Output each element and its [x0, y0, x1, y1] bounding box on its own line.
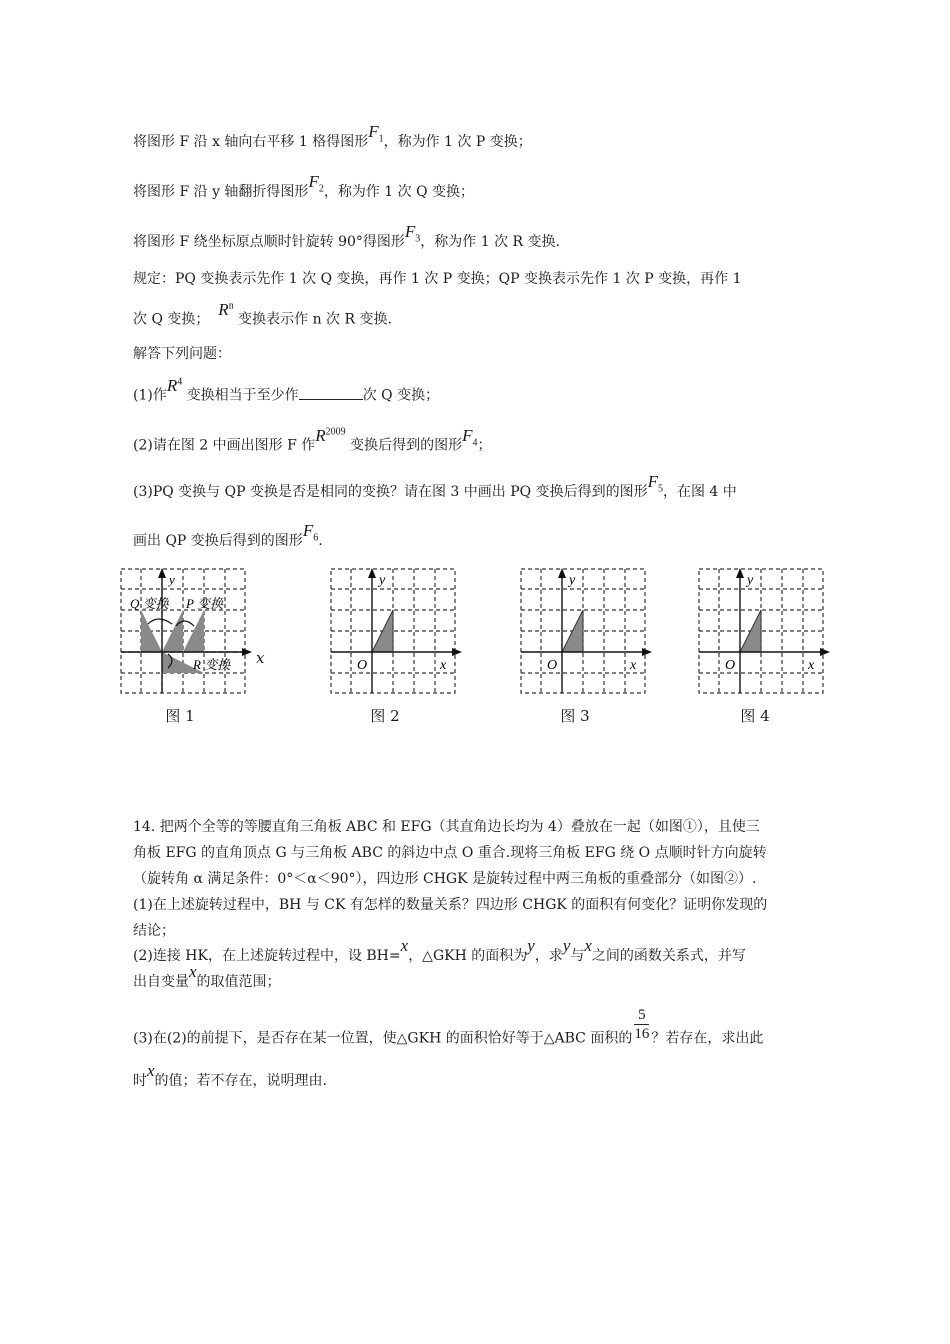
q-transform-line: [133, 172, 475, 208]
p14-question-2: [133, 936, 746, 966]
svg-text:x: x: [630, 658, 637, 673]
math-F3: $F_3$: [404, 222, 421, 245]
math-F6: $F_6$: [302, 521, 319, 544]
text: 画出 QP 变换后得到的图形: [133, 533, 303, 549]
text: ，求: [534, 948, 563, 964]
rule-line-1: 规定：PQ 变换表示先作 1 次 Q 变换，再作 1 次 P 变换；QP 变换表示先作 1 次 P 变换，再作 1: [133, 271, 742, 287]
question-3: [133, 472, 737, 508]
text: 将图形 F 沿 y 轴翻折得图形: [133, 184, 309, 200]
svg-text:Q 变换: Q 变换: [130, 596, 169, 611]
text: ，称为作 1 次 P 变换；: [383, 134, 532, 150]
math-F5: $F_5$: [647, 472, 663, 495]
svg-text:O: O: [547, 658, 558, 673]
text: 的值；若不存在，说明理由.: [154, 1073, 327, 1089]
text: .: [318, 533, 323, 549]
text: 时: [133, 1073, 147, 1089]
p14-question-2-cont: [133, 962, 281, 992]
text: 与: [570, 948, 585, 964]
text: 次 Q 变换；: [362, 387, 440, 404]
p14-line-2: 角板 EFG 的直角顶点 G 与三角板 ABC 的斜边中点 O 重合.现将三角板 EFG 绕 O 点顺时针方向旋转: [133, 845, 767, 861]
svg-text:O: O: [357, 658, 368, 673]
svg-text:y: y: [747, 573, 754, 588]
svg-text:O: O: [725, 658, 736, 673]
text: 次 Q 变换；: [133, 311, 210, 328]
fraction-5-16: $\frac{5}{16}$: [634, 1007, 650, 1042]
text: 出自变量: [133, 974, 189, 990]
text: 变换表示作 n 次 R 变换.: [238, 311, 392, 328]
question-2: [133, 425, 492, 462]
var-x: x: [189, 962, 197, 981]
math-F1: $F_1$: [368, 122, 384, 145]
text: ，称为作 1 次 Q 变换；: [323, 184, 475, 200]
text: ；: [477, 437, 492, 454]
math-R4: $R^4$: [166, 375, 183, 395]
text: (2)连接 HK，在上述旋转过程中，设 BH=: [133, 948, 401, 964]
svg-text:P 变换: P 变换: [186, 596, 223, 611]
var-x: x: [400, 936, 409, 955]
svg-text:x: x: [808, 658, 815, 673]
p14-line-1: 14. 把两个全等的等腰直角三角板 ABC 和 EFG（其直角边长均为 4）叠放在一起（如图①），且使三: [133, 819, 760, 835]
text: ，称为作 1 次 R 变换.: [420, 234, 560, 250]
text: ，在图 4 中: [662, 484, 737, 500]
var-y: y: [562, 936, 571, 955]
text: 将图形 F 沿 x 轴向右平移 1 格得图形: [133, 134, 369, 150]
svg-text:y: y: [569, 573, 576, 588]
text: ，△GKH 的面积为: [408, 948, 528, 964]
var-x: x: [584, 936, 592, 955]
figure-3: [518, 566, 658, 701]
text: 变换相当于至少作: [186, 387, 299, 404]
p14-question-3-cont: [133, 1061, 327, 1091]
p14-line-3: （旋转角 α 满足条件：0°＜α＜90°），四边形 CHGK 是旋转过程中两三角板的重叠部分（如图②）.: [133, 871, 757, 887]
question-1: [133, 375, 440, 406]
math-R2009: $R^{2009}$: [315, 425, 346, 445]
figure-1: [118, 566, 258, 701]
text: (3)在(2)的前提下，是否存在某一位置，使△GKH 的面积恰好等于△ABC 面积的: [133, 1030, 633, 1047]
math-F4: $F_4$: [462, 425, 478, 449]
text: 之间的函数关系式，并写: [591, 948, 746, 964]
fig1-x-label: x: [256, 649, 265, 667]
svg-text:y: y: [379, 573, 386, 588]
p14-line-4: (1)在上述旋转过程中，BH 与 CK 有怎样的数量关系？四边形 CHGK 的面积有何变化？证明你发现的: [133, 897, 768, 913]
rule-line-2: [133, 299, 392, 330]
answer-heading: 解答下列问题：: [133, 346, 231, 362]
text: 的取值范围；: [196, 974, 281, 990]
figure-2: [328, 566, 468, 701]
var-x: x: [147, 1061, 155, 1080]
math-Rn: $R^n$: [218, 299, 234, 319]
figure-2-caption: 图 2: [370, 707, 400, 725]
figure-3-caption: 图 3: [560, 707, 590, 725]
text: (1)作: [133, 387, 167, 404]
svg-text:R 变换: R 变换: [193, 657, 231, 672]
figure-1-caption: 图 1: [165, 707, 195, 725]
p-transform-line: [133, 122, 532, 158]
text: 将图形 F 绕坐标原点顺时针旋转 90°得图形: [133, 234, 405, 250]
answer-blank[interactable]: [299, 385, 363, 400]
text: ？若存在，求出此: [651, 1030, 764, 1047]
p14-line-5: 结论；: [133, 923, 175, 939]
svg-text:x: x: [440, 658, 447, 673]
math-F2: $F_2$: [308, 172, 324, 195]
p14-question-3: [133, 1007, 764, 1057]
text: (2)请在图 2 中画出图形 F 作: [133, 437, 316, 454]
text: (3)PQ 变换与 QP 变换是否是相同的变换？请在图 3 中画出 PQ 变换后得到的图形: [133, 484, 648, 500]
text: 变换后得到的图形: [350, 437, 463, 454]
figure-4: [696, 566, 836, 701]
question-3-cont: [133, 521, 323, 557]
var-y: y: [527, 936, 535, 955]
r-transform-line: [133, 222, 560, 258]
svg-text:y: y: [169, 572, 175, 587]
figure-4-caption: 图 4: [740, 707, 770, 725]
